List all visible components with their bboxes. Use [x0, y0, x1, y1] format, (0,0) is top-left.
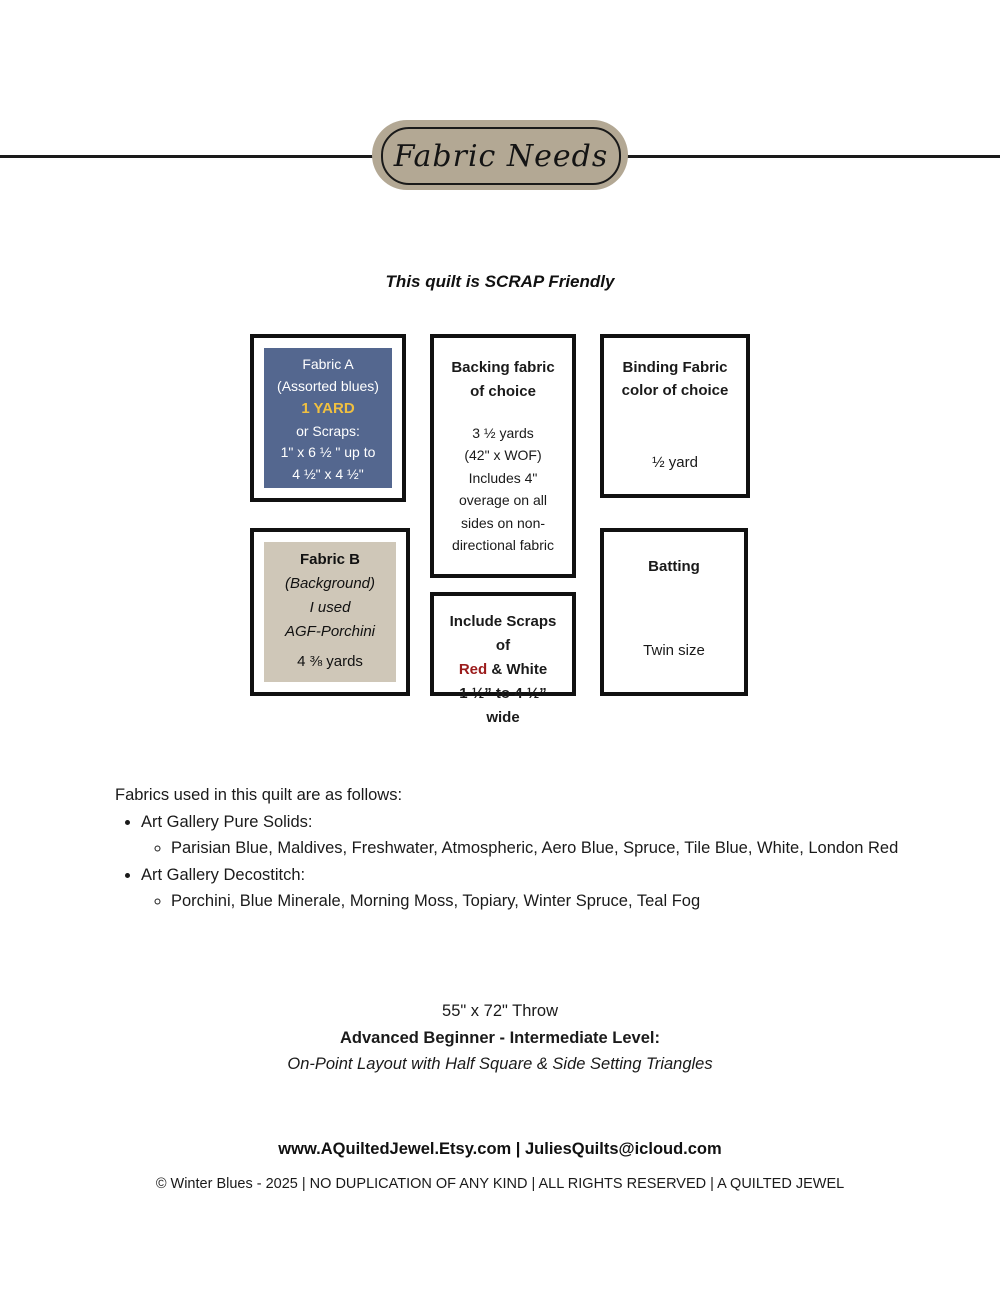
scraps-content: [434, 596, 572, 742]
backing-line6: directional fabric: [452, 536, 554, 553]
list-item: ◦ Parisian Blue, Maldives, Freshwater, Atmospheric, Aero Blue, Spruce, Tile Blue, White, London Red: [171, 837, 945, 859]
binding-amount: ½ yard: [652, 453, 698, 471]
page-header: [0, 120, 1000, 192]
quilt-layout: On-Point Layout with Half Square & Side Setting Triangles: [287, 1055, 713, 1074]
scraps-box: [430, 592, 576, 726]
fabric-a-box: [250, 334, 406, 502]
fabric-a-content: [254, 338, 402, 498]
fabric-b-line3: I used: [309, 599, 351, 616]
backing-line1: 3 ½ yards: [472, 425, 534, 441]
fabric-b-line5: 4 ⅜ yards: [297, 653, 363, 670]
scraps-line3: 1 ½” to 4 ½” wide: [459, 685, 547, 726]
backing-line5: sides on non-: [460, 514, 546, 531]
fabric-a-line1: Fabric A: [302, 356, 354, 372]
batting-head: Batting: [648, 558, 700, 575]
fabrics-list: [115, 811, 945, 912]
quilt-size: 55" x 72" Throw: [442, 1002, 558, 1020]
backing-fabric-content: [434, 338, 572, 568]
quilt-size-block: [0, 998, 1000, 1078]
scraps-white-word: & White: [487, 661, 548, 678]
scraps-colors-line: [444, 658, 562, 682]
fabric-a-line3: or Scraps:: [296, 422, 360, 439]
fabric-sublist: [141, 837, 945, 859]
fabric-b-box: [250, 528, 410, 696]
backing-line2: (42" x WOF): [464, 447, 542, 464]
fabric-a-line4: 1" x 6 ½ " up to: [280, 444, 376, 461]
fabric-a-line2: (Assorted blues): [277, 377, 379, 394]
batting-box: [600, 528, 748, 696]
page-title: Fabric Needs: [393, 138, 609, 174]
backing-head-line1: Backing fabric: [451, 359, 555, 376]
fabric-b-line1: Fabric B: [299, 551, 360, 568]
contact-line[interactable]: www.AQuiltedJewel.Etsy.com | JuliesQuilts@icloud.com: [278, 1140, 722, 1158]
list-item: [141, 811, 945, 860]
binding-fabric-box: [600, 334, 750, 498]
fabric-group-label: Art Gallery Pure Solids:: [141, 813, 313, 831]
list-item: [141, 864, 945, 913]
fabrics-intro: Fabrics used in this quilt are as follows:: [115, 786, 403, 804]
binding-head-line2: color of choice: [621, 382, 729, 400]
fabric-b-line2: (Background): [284, 575, 376, 592]
scraps-red-word: Red: [458, 661, 488, 678]
backing-line4: overage on all: [459, 492, 547, 509]
header-pill-inner: [381, 127, 621, 185]
fabric-a-line5: 4 ½" x 4 ½": [292, 466, 364, 482]
binding-fabric-content: [604, 338, 746, 486]
fabric-sublist: [141, 890, 945, 912]
list-item: ◦ Porchini, Blue Minerale, Morning Moss, Topiary, Winter Spruce, Teal Fog: [171, 890, 945, 912]
backing-head-line2: of choice: [470, 383, 536, 400]
scraps-line1: Include Scraps of: [449, 613, 557, 654]
fabrics-used-section: [115, 786, 945, 916]
copyright-line: © Winter Blues - 2025 | NO DUPLICATION OF ANY KIND | ALL RIGHTS RESERVED | A QUILTED JEWEL: [155, 1176, 845, 1192]
fabric-b-line4: AGF-Porchini: [284, 623, 376, 640]
backing-fabric-box: [430, 334, 576, 578]
backing-line3: Includes 4": [468, 469, 538, 486]
binding-head-line1: Binding Fabric: [622, 359, 728, 376]
fabric-group-label: Art Gallery Decostitch:: [141, 865, 306, 884]
batting-content: [604, 532, 744, 674]
scrap-friendly-note: This quilt is SCRAP Friendly: [385, 272, 615, 291]
fabric-a-yardage: 1 YARD: [301, 400, 355, 418]
batting-amount: Twin size: [643, 642, 705, 660]
fabric-b-content: [254, 532, 406, 686]
quilt-level: Advanced Beginner - Intermediate Level:: [339, 1028, 660, 1047]
